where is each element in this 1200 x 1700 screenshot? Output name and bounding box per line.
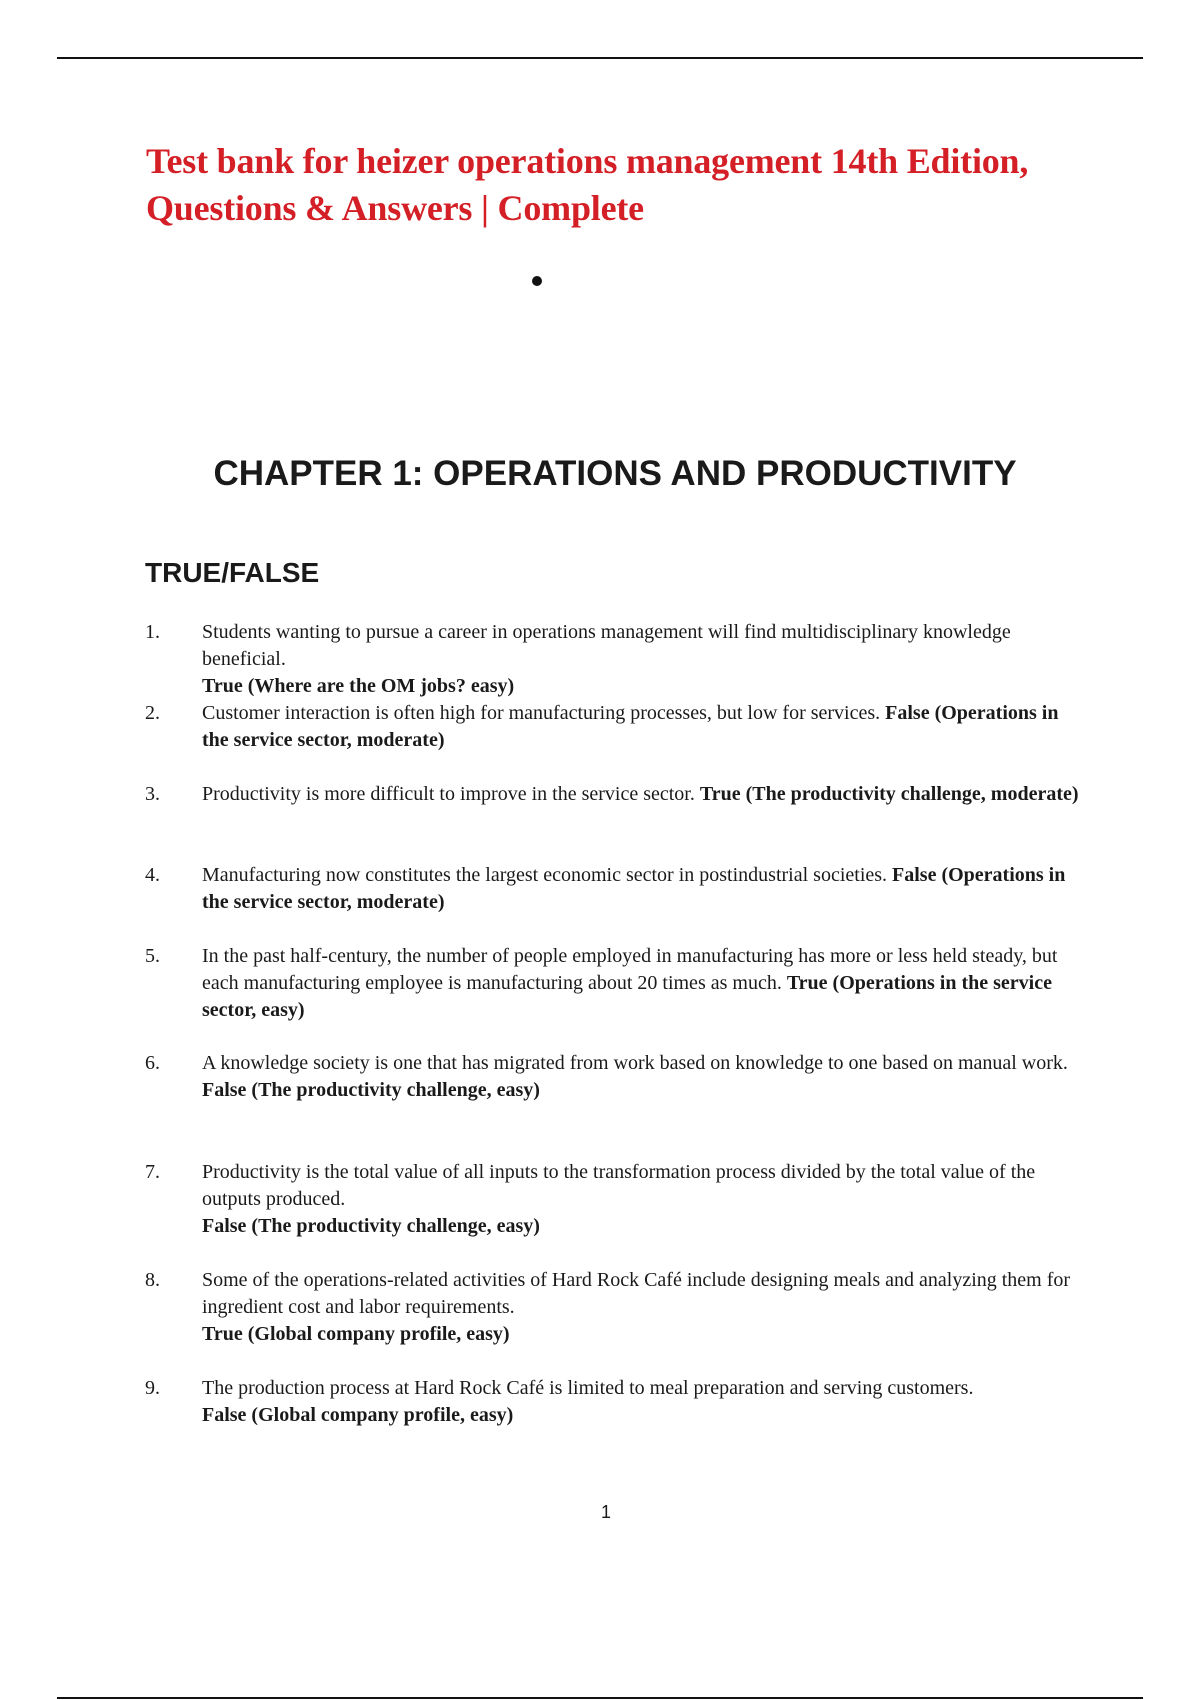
question-item xyxy=(145,1267,1085,1348)
question-answer: True (Global company profile, easy) xyxy=(202,1323,510,1345)
question-number: 7. xyxy=(145,1161,160,1183)
question-answer: False (Operations in the service sector, moderate) xyxy=(202,702,1059,751)
question-body xyxy=(202,700,1085,754)
page-number: 1 xyxy=(600,1502,611,1522)
question-body xyxy=(202,943,1085,1024)
question-body xyxy=(202,1375,1085,1429)
question-number: 9. xyxy=(145,1377,160,1399)
question-text: A knowledge society is one that has migrated from work based on knowledge to one based on manual work. xyxy=(202,1052,1068,1074)
question-body xyxy=(202,1050,1085,1104)
question-item xyxy=(145,943,1085,1024)
question-number: 5. xyxy=(145,945,160,967)
question-answer: True (Operations in the service sector, easy) xyxy=(202,972,1052,1021)
question-item xyxy=(145,1159,1085,1240)
question-answer: False (Operations in the service sector, moderate) xyxy=(202,864,1066,913)
question-item xyxy=(145,619,1085,700)
question-body xyxy=(202,619,1085,700)
question-text: In the past half-century, the number of people employed in manufacturing has more or less held steady, but each manufacturing employee is manufacturing about 20 times as much. xyxy=(202,945,1058,994)
question-body xyxy=(202,1159,1085,1240)
document-title: Test bank for heizer operations management 14th Edition, Questions & Answers | Complete xyxy=(146,141,1029,228)
question-item xyxy=(145,781,1085,808)
question-item xyxy=(145,1050,1085,1104)
question-number: 3. xyxy=(145,783,160,805)
question-item xyxy=(145,862,1085,916)
bottom-rule xyxy=(57,1697,1143,1699)
question-answer: True (The productivity challenge, moderate) xyxy=(699,783,1079,805)
question-body xyxy=(202,1267,1085,1348)
question-number: 4. xyxy=(145,864,160,886)
chapter-heading: CHAPTER 1: OPERATIONS AND PRODUCTIVITY xyxy=(213,454,1017,493)
question-text: The production process at Hard Rock Café is limited to meal preparation and serving customers. xyxy=(202,1377,974,1399)
question-text: Students wanting to pursue a career in operations management will find multidisciplinary knowledge beneficial. xyxy=(202,621,1011,670)
question-answer: False (The productivity challenge, easy) xyxy=(202,1215,540,1237)
question-text: Customer interaction is often high for manufacturing processes, but low for services. xyxy=(202,702,881,724)
question-text: Some of the operations-related activities of Hard Rock Café include designing meals and analyzing them for ingredient cost and labor requirements. xyxy=(202,1269,1071,1318)
question-number: 6. xyxy=(145,1052,160,1074)
question-number: 2. xyxy=(145,702,160,724)
section-heading: TRUE/FALSE xyxy=(145,557,320,588)
question-item xyxy=(145,1375,1085,1429)
question-text: Manufacturing now constitutes the largest economic sector in postindustrial societies. xyxy=(202,864,888,886)
question-item xyxy=(145,700,1085,754)
question-answer: True (Where are the OM jobs? easy) xyxy=(202,675,515,697)
question-number: 8. xyxy=(145,1269,160,1291)
bullet-dot xyxy=(532,276,542,286)
top-rule xyxy=(57,57,1143,59)
question-body xyxy=(202,781,1085,808)
question-number: 1. xyxy=(145,621,160,643)
question-answer: False (The productivity challenge, easy) xyxy=(202,1079,540,1101)
question-text: Productivity is more difficult to improve in the service sector. xyxy=(202,783,695,805)
question-text: Productivity is the total value of all inputs to the transformation process divided by the total value of the outputs produced. xyxy=(202,1161,1036,1210)
question-answer: False (Global company profile, easy) xyxy=(202,1404,514,1426)
question-body xyxy=(202,862,1085,916)
